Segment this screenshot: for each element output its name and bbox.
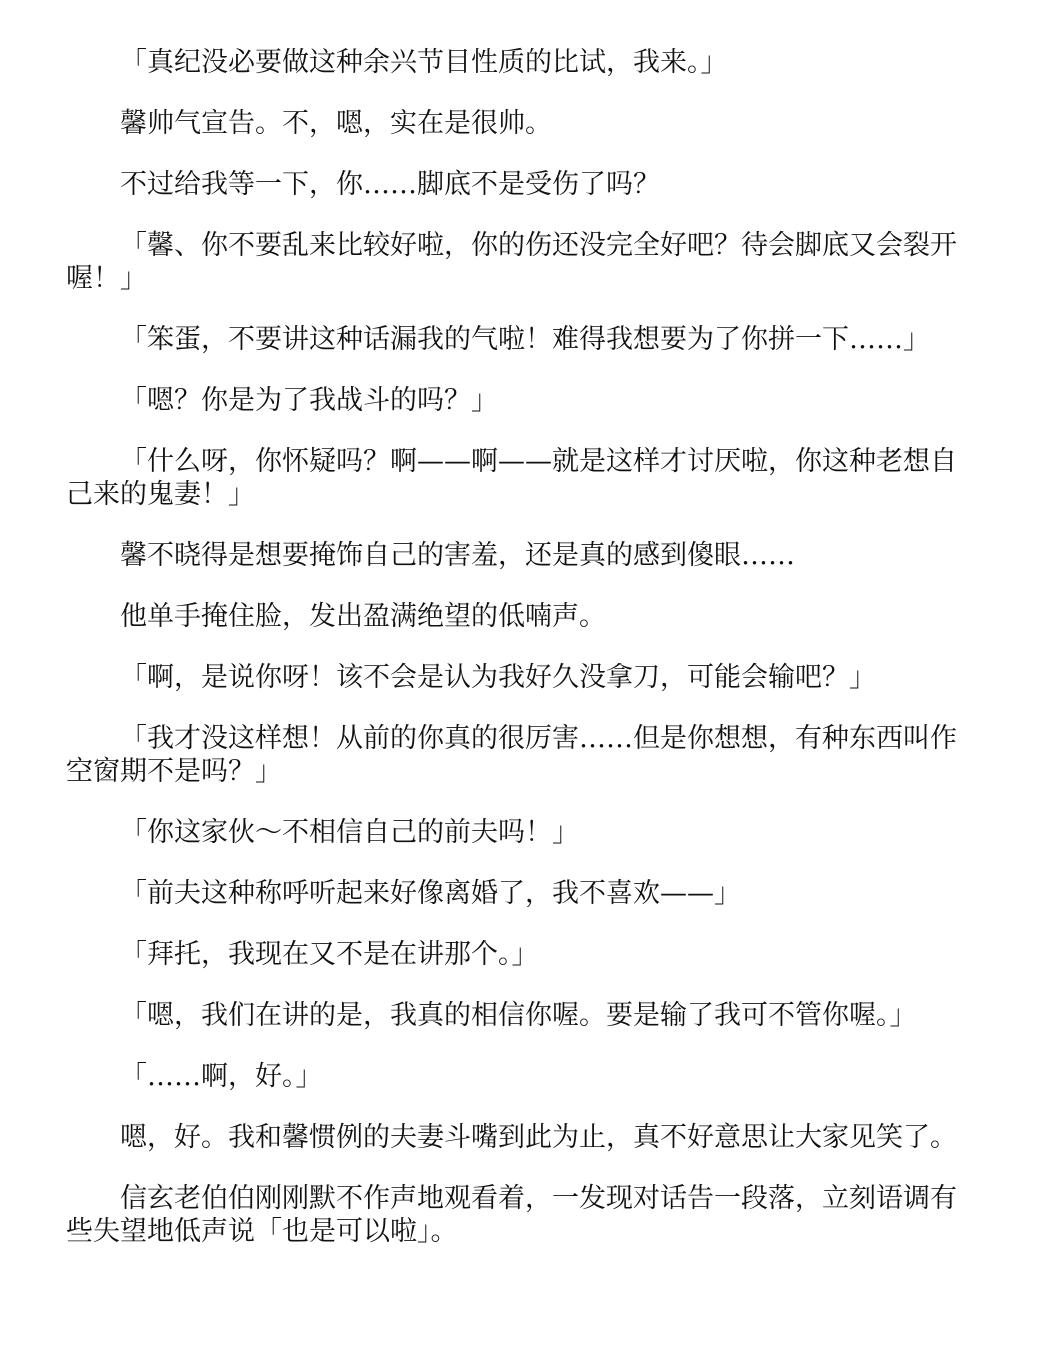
paragraph: 不过给我等一下，你……脚底不是受伤了吗？ [120, 169, 660, 200]
paragraph: 「……啊，好。」 [120, 1061, 323, 1092]
paragraph: 「前夫这种称呼听起来好像离婚了，我不喜欢——」 [120, 878, 741, 909]
paragraph: 信玄老伯伯刚刚默不作声地观看着，一发现对话告一段落，立刻语调有些失望地低声说「也是可以啦」。 [66, 1183, 957, 1247]
paragraph: 嗯，好。我和馨惯例的夫妻斗嘴到此为止，真不好意思让大家见笑了。 [120, 1122, 957, 1153]
paragraph: 他单手掩住脸，发出盈满绝望的低喃声。 [120, 601, 606, 632]
paragraph: 馨不晓得是想要掩饰自己的害羞，还是真的感到傻眼…… [120, 540, 795, 571]
document-page [66, 46, 980, 1276]
paragraph: 「嗯，我们在讲的是，我真的相信你喔。要是输了我可不管你喔。」 [120, 1000, 917, 1031]
paragraph: 馨帅气宣告。不，嗯，实在是很帅。 [120, 108, 552, 139]
paragraph: 「真纪没必要做这种余兴节目性质的比试，我来。」 [120, 47, 728, 78]
paragraph: 「你这家伙～不相信自己的前夫吗！」 [120, 817, 579, 848]
paragraph: 「啊，是说你呀！该不会是认为我好久没拿刀，可能会输吧？」 [120, 662, 876, 693]
paragraph: 「嗯？你是为了我战斗的吗？」 [120, 385, 498, 416]
paragraph: 「笨蛋，不要讲这种话漏我的气啦！难得我想要为了你拼一下……」 [120, 324, 930, 355]
paragraph: 「什么呀，你怀疑吗？啊——啊——就是这样才讨厌啦，你这种老想自己来的鬼妻！」 [66, 446, 957, 510]
paragraph: 「馨、你不要乱来比较好啦，你的伤还没完全好吧？待会脚底又会裂开喔！」 [66, 230, 957, 294]
paragraph: 「我才没这样想！从前的你真的很厉害……但是你想想，有种东西叫作空窗期不是吗？」 [66, 723, 957, 787]
paragraph: 「拜托，我现在又不是在讲那个。」 [120, 939, 539, 970]
